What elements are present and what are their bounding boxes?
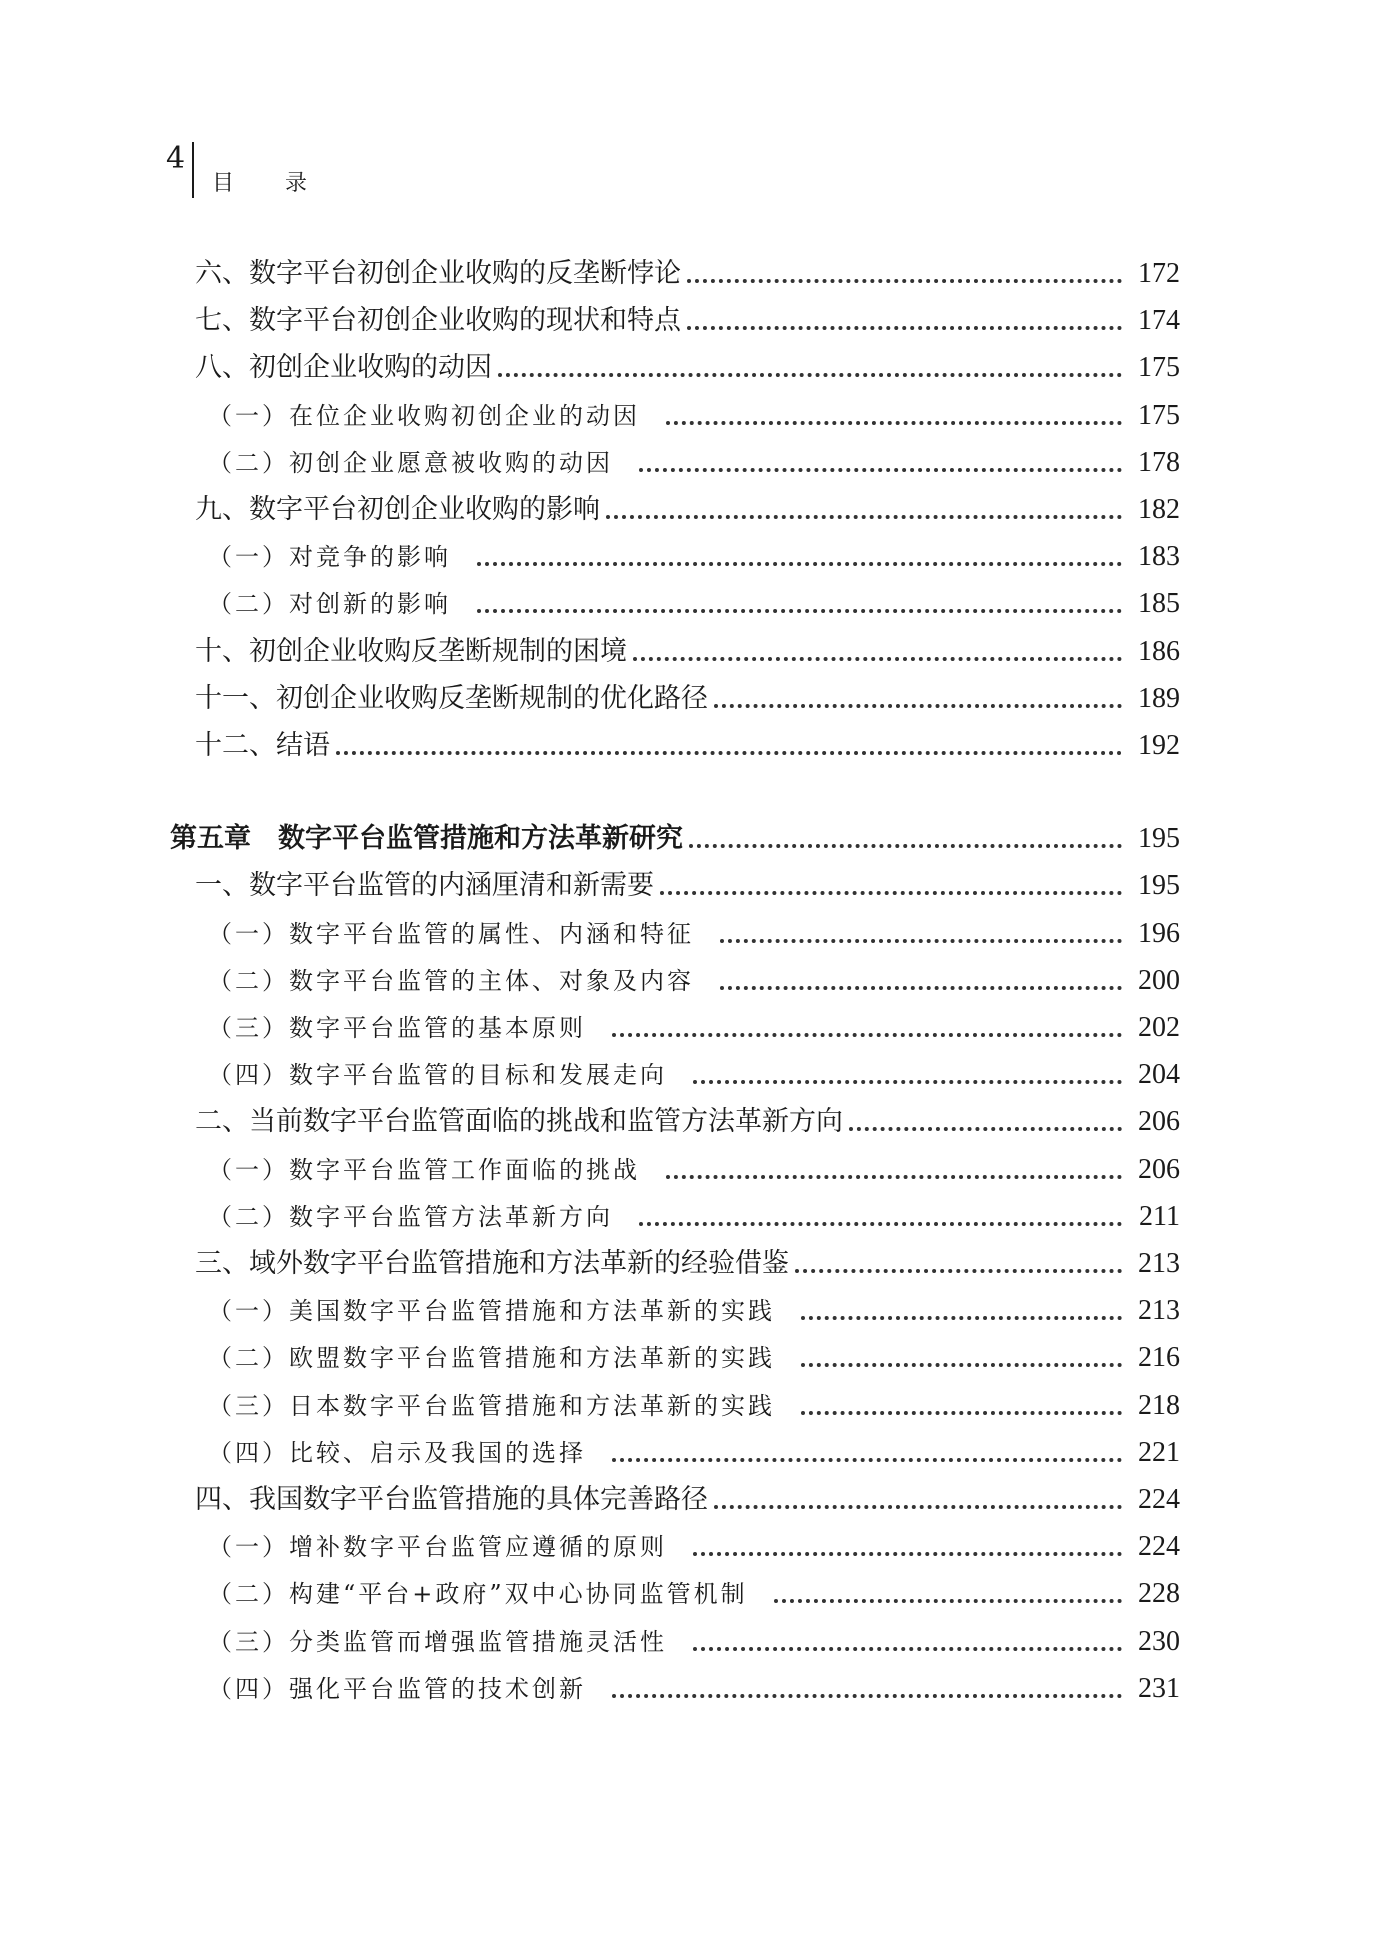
- toc-subsection-entry: [208, 1521, 1180, 1565]
- toc-section-entry: [195, 626, 1180, 670]
- toc-entry-page-number: 182: [1138, 494, 1180, 525]
- toc-entry-page-number: 213: [1138, 1295, 1180, 1327]
- toc-entry-title: （一）数字平台监管的属性、内涵和特征: [208, 919, 694, 948]
- toc-entry-title: （一）增补数字平台监管应遵循的原则: [208, 1533, 667, 1562]
- dot-leader: [689, 844, 1122, 848]
- dot-leader: [612, 1033, 1122, 1037]
- toc-entry-page-number: 228: [1138, 1578, 1180, 1610]
- toc-entry-title: （一）对竞争的影响: [208, 543, 451, 572]
- dot-leader: [801, 1316, 1122, 1320]
- toc-subsection-entry: [208, 578, 1180, 622]
- toc-section-entry: [195, 720, 1180, 764]
- toc-entry-title: （二）初创企业愿意被收购的动因: [208, 448, 613, 477]
- toc-section-entry: [195, 295, 1180, 339]
- toc-entry-title: （三）数字平台监管的基本原则: [208, 1014, 586, 1042]
- toc-entry-page-number: 218: [1138, 1389, 1180, 1421]
- toc-entry-page-number: 186: [1138, 635, 1180, 667]
- toc-entry-page-number: 195: [1138, 870, 1180, 902]
- dot-leader: [477, 562, 1122, 566]
- toc-entry-title: （二）欧盟数字平台监管措施和方法革新的实践: [208, 1344, 775, 1373]
- toc-subsection-entry: [208, 1427, 1180, 1471]
- toc-entry-title: 七、数字平台初创企业收购的现状和特点: [195, 305, 681, 337]
- dot-leader: [720, 986, 1122, 990]
- toc-entry-page-number: 204: [1138, 1059, 1180, 1091]
- toc-entry-page-number: 185: [1138, 588, 1180, 620]
- dot-leader: [639, 1222, 1122, 1226]
- dot-leader: [687, 326, 1122, 330]
- dot-leader: [714, 704, 1122, 708]
- toc-subsection-entry: [208, 1144, 1180, 1188]
- toc-subsection-entry: [208, 390, 1180, 434]
- toc-chapter-entry: [170, 813, 1180, 857]
- toc-entry-title: （一）美国数字平台监管措施和方法革新的实践: [208, 1297, 775, 1326]
- toc-section-entry: [195, 484, 1180, 528]
- toc-subsection-entry: [208, 1380, 1180, 1424]
- toc-section-entry: [195, 248, 1180, 292]
- toc-entry-title: 九、数字平台初创企业收购的影响: [195, 494, 600, 525]
- dot-leader: [336, 751, 1122, 755]
- toc-entry-title: 十、初创企业收购反垄断规制的困境: [195, 635, 627, 667]
- toc-subsection-entry: [208, 955, 1180, 999]
- toc-entry-page-number: 206: [1138, 1153, 1180, 1185]
- toc-entry-title: （二）数字平台监管方法革新方向: [208, 1202, 613, 1231]
- dot-leader: [660, 891, 1122, 895]
- dot-leader: [633, 657, 1122, 661]
- dot-leader: [498, 373, 1122, 377]
- header-divider: [192, 142, 194, 198]
- toc-entry-page-number: 174: [1138, 305, 1180, 337]
- toc-entry-title: （四）比较、启示及我国的选择: [208, 1438, 586, 1467]
- toc-entry-page-number: 183: [1138, 541, 1180, 573]
- toc-subsection-entry: [208, 1285, 1180, 1329]
- toc-entry-title: 三、域外数字平台监管措施和方法革新的经验借鉴: [195, 1248, 789, 1279]
- toc-entry-page-number: 192: [1138, 730, 1180, 761]
- toc-entry-page-number: 231: [1138, 1672, 1180, 1704]
- toc-entry-page-number: 175: [1138, 399, 1180, 431]
- toc-entry-page-number: 230: [1138, 1625, 1180, 1657]
- toc-section-entry: [195, 342, 1180, 386]
- toc-entry-title: （三）日本数字平台监管措施和方法革新的实践: [208, 1391, 775, 1420]
- toc-entry-title: 二、当前数字平台监管面临的挑战和监管方法革新方向: [195, 1106, 843, 1138]
- toc-entry-page-number: 224: [1138, 1484, 1180, 1515]
- toc-section-entry: [195, 1096, 1180, 1140]
- toc-entry-page-number: 200: [1138, 964, 1180, 996]
- toc-entry-page-number: 213: [1138, 1248, 1180, 1279]
- toc-entry-title: （二）对创新的影响: [208, 590, 451, 619]
- dot-leader: [801, 1363, 1122, 1367]
- toc-entry-title: 第五章 数字平台监管措施和方法革新研究: [170, 823, 683, 855]
- toc-entry-title: 八、初创企业收购的动因: [195, 352, 492, 384]
- dot-leader: [612, 1694, 1122, 1698]
- toc-subsection-entry: [208, 1191, 1180, 1235]
- dot-leader: [801, 1411, 1122, 1415]
- toc-entry-title: （四）强化平台监管的技术创新: [208, 1674, 586, 1703]
- toc-entry-title: 十二、结语: [195, 730, 330, 761]
- toc-entry-title: （四）数字平台监管的目标和发展走向: [208, 1061, 667, 1090]
- toc-entry-page-number: 172: [1138, 258, 1180, 289]
- toc-entry-page-number: 178: [1138, 446, 1180, 478]
- dot-leader: [612, 1458, 1122, 1462]
- toc-entry-title: （二）数字平台监管的主体、对象及内容: [208, 966, 694, 995]
- toc-entry-title: （三）分类监管而增强监管措施灵活性: [208, 1627, 667, 1656]
- toc-entry-page-number: 224: [1138, 1531, 1180, 1563]
- dot-leader: [639, 468, 1122, 472]
- toc-section-entry: [195, 1238, 1180, 1282]
- toc-subsection-entry: [208, 531, 1180, 575]
- page-number: 4: [166, 141, 186, 176]
- toc-section-entry: [195, 673, 1180, 717]
- toc-entry-title: （二）构建“平台+政府”双中心协同监管机制: [208, 1580, 748, 1609]
- toc-entry-page-number: 195: [1138, 823, 1180, 855]
- toc-subsection-entry: [208, 1616, 1180, 1660]
- toc-subsection-entry: [208, 1049, 1180, 1093]
- toc-section-entry: [195, 1474, 1180, 1518]
- toc-subsection-entry: [208, 1568, 1180, 1612]
- dot-leader: [606, 515, 1122, 519]
- section-title: 目 录: [212, 171, 329, 196]
- toc-entry-title: 一、数字平台监管的内涵厘清和新需要: [195, 870, 654, 902]
- dot-leader: [795, 1269, 1122, 1273]
- dot-leader: [849, 1127, 1122, 1131]
- dot-leader: [774, 1599, 1122, 1603]
- dot-leader: [714, 1505, 1122, 1509]
- toc-entry-page-number: 202: [1138, 1012, 1180, 1043]
- toc-entry-page-number: 189: [1138, 682, 1180, 714]
- toc-entry-page-number: 221: [1138, 1436, 1180, 1468]
- toc-entry-page-number: 216: [1138, 1342, 1180, 1374]
- toc-subsection-entry: [208, 1332, 1180, 1376]
- dot-leader: [666, 421, 1122, 425]
- dot-leader: [477, 609, 1122, 613]
- dot-leader: [687, 279, 1122, 283]
- toc-entry-title: （一）数字平台监管工作面临的挑战: [208, 1155, 640, 1184]
- dot-leader: [666, 1175, 1122, 1179]
- toc-entry-page-number: 175: [1138, 352, 1180, 384]
- toc-section-entry: [195, 860, 1180, 904]
- dot-leader: [693, 1080, 1122, 1084]
- toc-entry-title: （一）在位企业收购初创企业的动因: [208, 401, 640, 430]
- toc-entry-page-number: 211: [1139, 1200, 1180, 1232]
- toc-subsection-entry: [208, 908, 1180, 952]
- dot-leader: [693, 1647, 1122, 1651]
- toc-entry-page-number: 206: [1138, 1106, 1180, 1138]
- dot-leader: [693, 1552, 1122, 1556]
- toc-entry-title: 四、我国数字平台监管措施的具体完善路径: [195, 1484, 708, 1515]
- toc-subsection-entry: [208, 437, 1180, 481]
- toc-entry-title: 六、数字平台初创企业收购的反垄断悖论: [195, 258, 681, 289]
- toc-entry-page-number: 196: [1138, 917, 1180, 949]
- toc-entry-title: 十一、初创企业收购反垄断规制的优化路径: [195, 682, 708, 714]
- dot-leader: [720, 939, 1122, 943]
- toc-subsection-entry: [208, 1002, 1180, 1046]
- toc-subsection-entry: [208, 1663, 1180, 1707]
